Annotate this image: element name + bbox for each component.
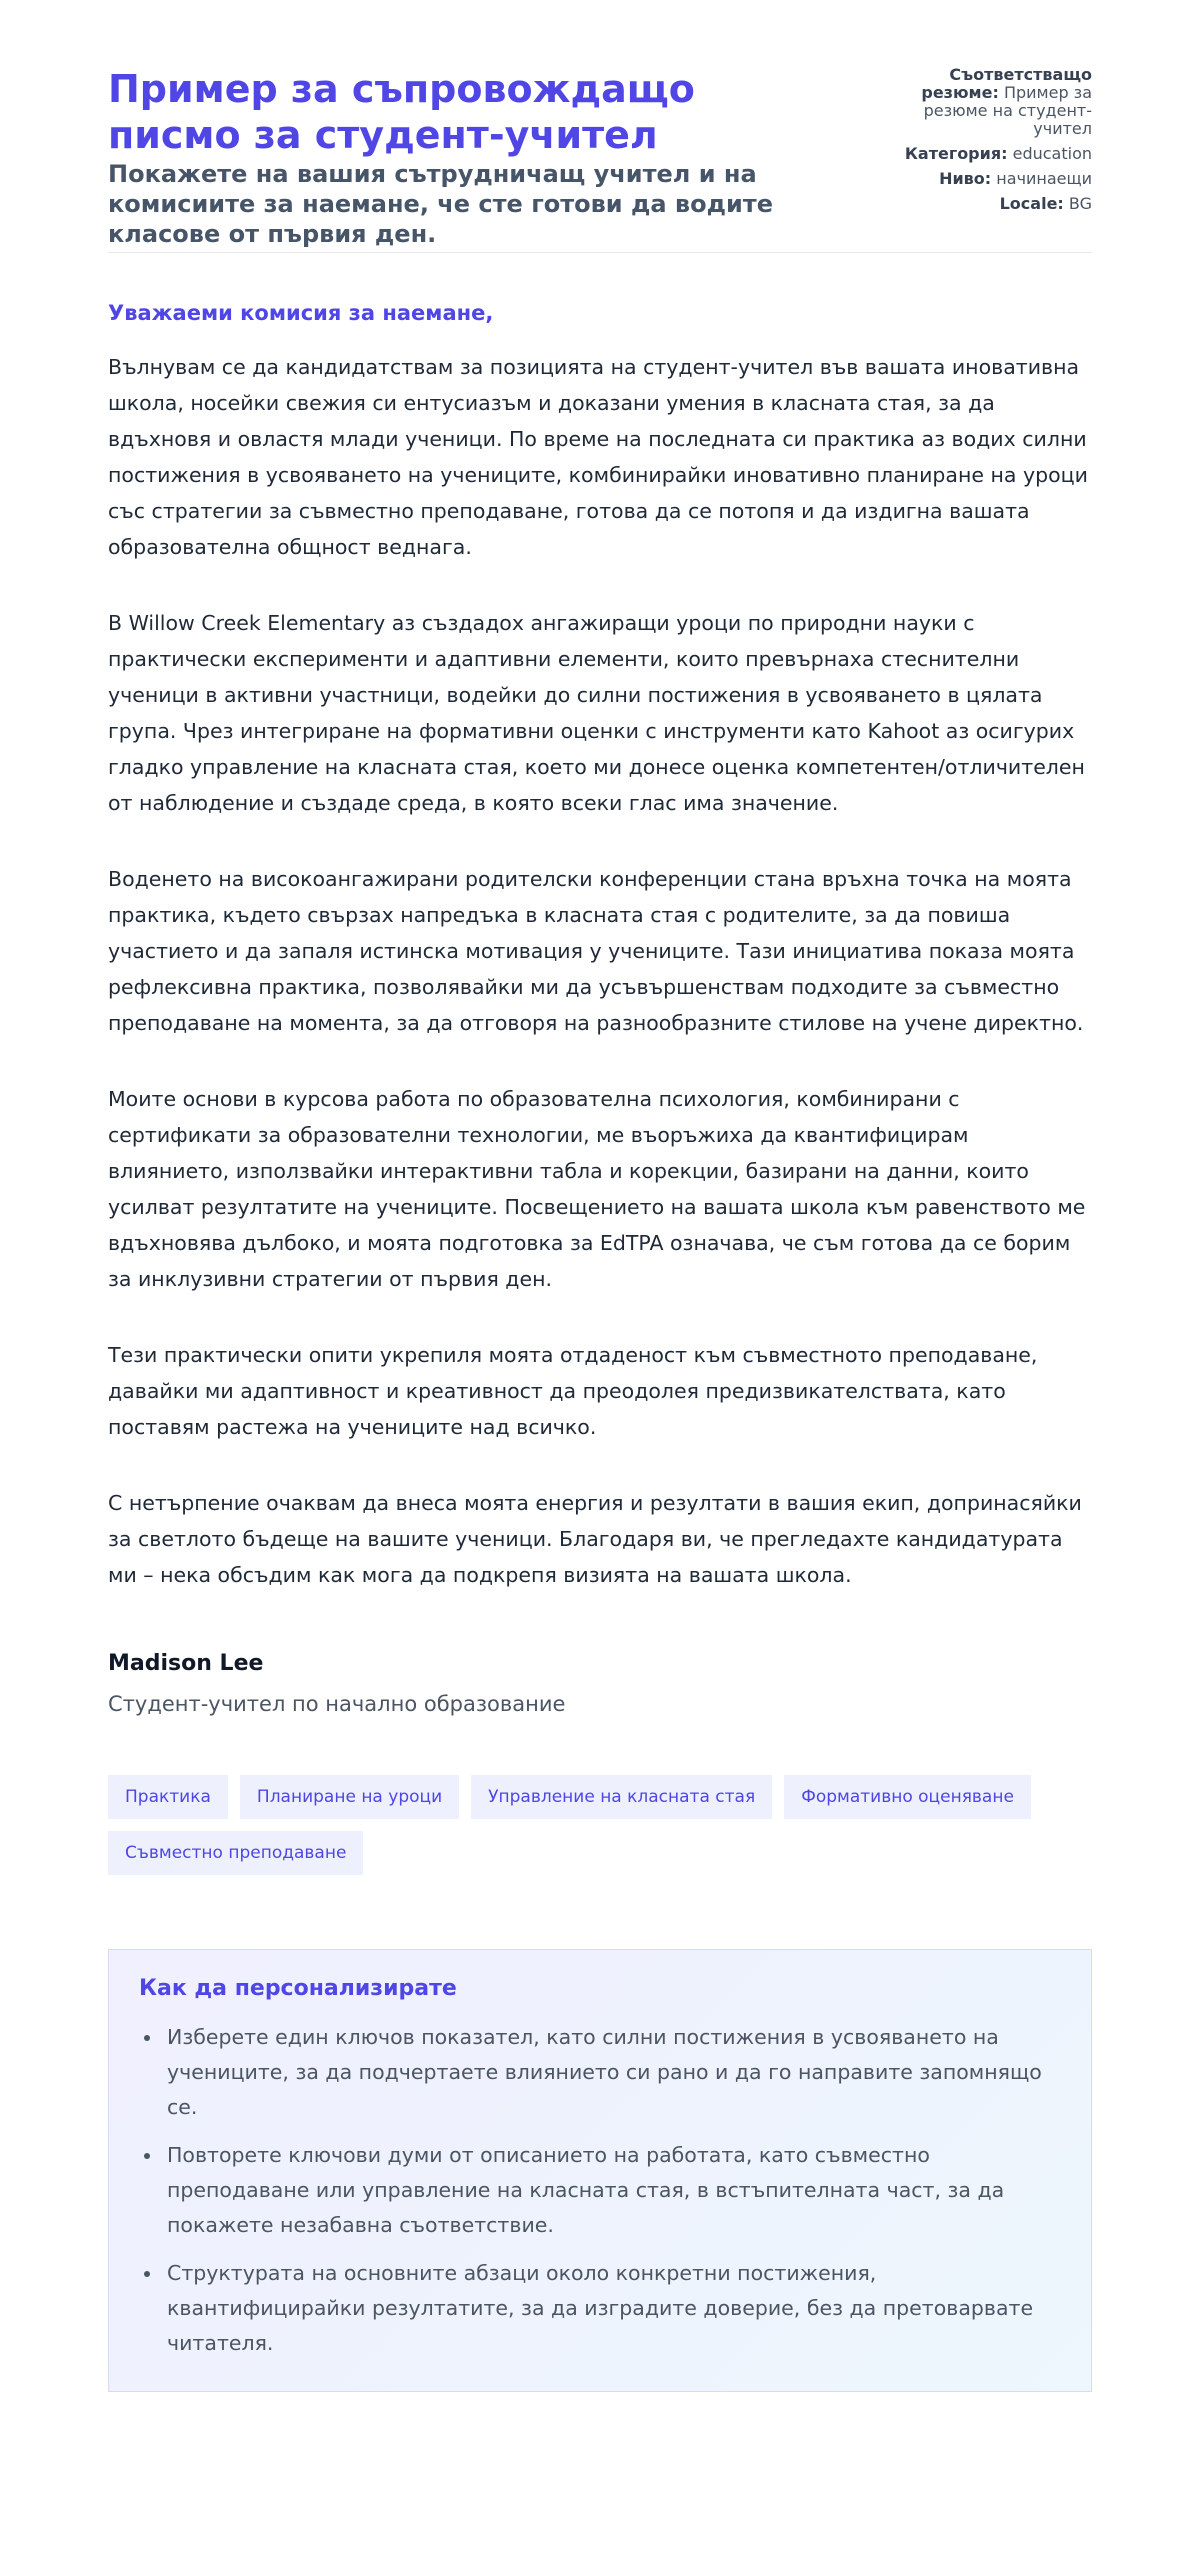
tag-item[interactable]: Съвместно преподаване bbox=[108, 1831, 363, 1875]
meta-resume bbox=[872, 66, 1092, 138]
signature-name: Madison Lee bbox=[108, 1651, 264, 1676]
letter-paragraph: Воденето на високоангажирани родителски конференции стана връхна точка на моята практика, където свързах напредъка в класната стая с родителите, за да повиша участието и да запаля истинска мотивация у учениците. Тази инициатива показа моята рефлексивна практика, позволявайки ми да усъвършенствам подходите за съвместно преподаване на момента, за да отговоря на разнообразните стилове на учене директно. bbox=[108, 867, 1084, 1035]
tip-item: • Изберете един ключов показател, като силни постижения в усвояването на учениците, за да подчертаете влиянието си рано и да го направите запомнящо се. bbox=[163, 2020, 1061, 2125]
tip-item: • Структурата на основните абзаци около конкретни постижения, квантифицирайки резултатите, за да изградите доверие, без да претоварвате читателя. bbox=[163, 2256, 1061, 2361]
tag-item[interactable]: Планиране на уроци bbox=[240, 1775, 459, 1819]
tag-item[interactable]: Формативно оценяване bbox=[784, 1775, 1031, 1819]
meta-locale bbox=[872, 195, 1092, 213]
meta-category-label: Категория: bbox=[904, 144, 1008, 163]
meta-level bbox=[872, 170, 1092, 188]
letter-salutation: Уважаеми комисия за наемане, bbox=[108, 301, 494, 325]
signature-block bbox=[108, 1649, 1092, 1719]
tips-title: Как да персонализирате bbox=[139, 1976, 457, 2001]
tip-item: • Повторете ключови думи от описанието на работата, като съвместно преподаване или управление на класната стая, в встъпителната част, за да покажете незабавна съответствие. bbox=[163, 2138, 1061, 2243]
keyword-tags bbox=[108, 1775, 1092, 1875]
meta-panel bbox=[872, 66, 1092, 220]
letter-paragraph: С нетърпение очаквам да внеса моята енергия и резултати в вашия екип, допринасяйки за светлото бъдеще на вашите ученици. Благодаря ви, че прегледахте кандидатурата ми – нека обсъдим как мога да подкрепя визията на вашата школа. bbox=[108, 1491, 1082, 1587]
letter-paragraph: В Willow Creek Elementary аз създадох ангажиращи уроци по природни науки с практически експерименти и адаптивни елементи, които превърнаха стеснителни ученици в активни участници, водейки до силни постижения в усвояването в цялата група. Чрез интегриране на формативни оценки с инструменти като Kahoot аз осигурих гладко управление на класната стая, което ми донесе оценка компетентен/отличителен от наблюдение и създаде среда, в която всеки глас има значение. bbox=[108, 611, 1085, 815]
signature-role: Студент-учител по начално образование bbox=[108, 1692, 566, 1716]
tag-item[interactable]: Управление на класната стая bbox=[471, 1775, 772, 1819]
page-subtitle: Покажете на вашия сътрудничащ учител и на комисиите за наемане, че сте готови да водите класове от първия ден. bbox=[108, 160, 773, 248]
letter-paragraph: Тези практически опити укрепиля моята отдаденост към съвместното преподаване, давайки ми адаптивност и креативност да преодолея предизвикателствата, като поставям растежа на учениците над всичко. bbox=[108, 1343, 1038, 1439]
cover-letter-page bbox=[108, 0, 1092, 2392]
meta-resume-label: Съответстващо резюме: bbox=[921, 65, 1092, 102]
meta-resume-link[interactable]: Пример за резюме на студент-учител bbox=[923, 83, 1092, 138]
meta-category bbox=[872, 145, 1092, 163]
meta-level-label: Ниво: bbox=[939, 169, 992, 188]
meta-category-value: education bbox=[1012, 144, 1092, 163]
meta-level-value: начинаещи bbox=[996, 169, 1092, 188]
meta-locale-label: Locale: bbox=[999, 194, 1064, 213]
letter-paragraph: Моите основи в курсова работа по образователна психология, комбинирани с сертификати за образователни технологии, ме въоръжиха да квантифицирам влиянието, използвайки интерактивни табла и корекции, базирани на данни, които усилват резултатите на учениците. Посвещението на вашата школа към равенството ме вдъхновява дълбоко, и моята подготовка за EdTPA означава, че съм готова да се борим за инклузивни стратегии от първия ден. bbox=[108, 1087, 1086, 1291]
customization-tips bbox=[108, 1949, 1092, 2392]
page-header bbox=[108, 66, 1092, 253]
letter-body bbox=[108, 253, 1092, 1719]
letter-paragraph: Вълнувам се да кандидатствам за позицията на студент-учител във вашата иновативна школа, носейки свежия си ентусиазъм и доказани умения в класната стая, за да вдъхновя и овластя млади ученици. По време на последната си практика аз водих силни постижения в усвояването на учениците, комбинирайки иновативно планиране на уроци със стратегии за съвместно преподаване, готова да се потопя и да издигна вашата образователна общност веднага. bbox=[108, 355, 1088, 559]
meta-locale-value: BG bbox=[1068, 194, 1092, 213]
tips-list bbox=[139, 2020, 1061, 2361]
page-title: Пример за съпровождащо писмо за студент-учител bbox=[108, 67, 695, 157]
tag-item[interactable]: Практика bbox=[108, 1775, 228, 1819]
